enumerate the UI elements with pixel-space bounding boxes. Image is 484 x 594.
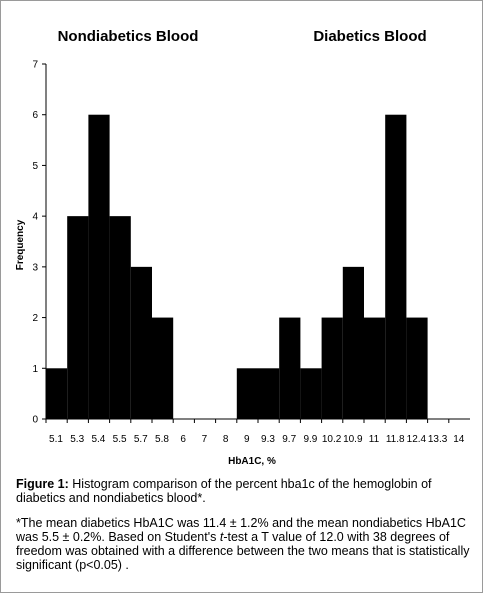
histogram-bar-9.3: [258, 368, 279, 419]
x-tick-label: 9: [244, 434, 250, 445]
histogram-bar-12.4: [406, 318, 427, 419]
x-tick-label: 5.8: [155, 434, 169, 445]
y-tick-label: 2: [32, 313, 38, 325]
x-tick-label: 14: [453, 434, 465, 445]
x-tick-label: 10.2: [321, 434, 342, 445]
figure-label: Figure 1:: [16, 477, 69, 491]
x-tick-label: 10.9: [343, 434, 363, 445]
x-tick-label: 5.1: [49, 434, 63, 445]
y-tick-label: 4: [32, 211, 38, 223]
x-tick-label: 5.3: [70, 434, 85, 445]
x-tick-label: 8: [222, 434, 229, 445]
bars-group: [46, 115, 428, 419]
x-axis-ticks: [46, 419, 465, 445]
footnote-text-1: *The mean diabetics HbA1C was 11.4 ± 1.2% and the mean nondiabetics HbA1C was 5.5 ± 0.2%. Based on Student's: [16, 516, 466, 544]
histogram-bar-5.8: [152, 318, 173, 419]
y-tick-label: 1: [32, 363, 38, 375]
histogram-bar-10.2: [322, 318, 343, 419]
histogram-bar-5.5: [110, 216, 131, 419]
x-tick-label: 5.7: [133, 434, 148, 445]
x-tick-label: 9.3: [261, 434, 275, 445]
x-axis-title: HbA1C, %: [228, 456, 276, 467]
histogram-bar-11.8: [385, 115, 406, 419]
panel-title-diabetics: Diabetics Blood: [313, 28, 427, 45]
histogram-bar-9.9: [300, 368, 321, 419]
figure-caption-text: Histogram comparison of the percent hba1c of the hemoglobin of diabetics and nondiabetics blood*.: [16, 477, 432, 505]
histogram-bar-9.7: [279, 318, 300, 419]
figure-footnote: [16, 516, 472, 572]
x-tick-label: 6: [180, 434, 186, 445]
figure-caption: [16, 477, 472, 505]
x-tick-label: 11: [368, 434, 380, 445]
panel-title-nondiabetics: Nondiabetics Blood: [57, 28, 199, 45]
histogram-bar-10.9: [343, 267, 364, 419]
histogram-bar-5.3: [67, 216, 88, 419]
y-tick-label: 0: [32, 414, 38, 426]
x-tick-label: 13.3: [427, 434, 448, 445]
x-tick-label: 12.4: [406, 434, 427, 445]
y-axis-ticks: [32, 60, 46, 426]
x-tick-label: 11.8: [385, 434, 405, 445]
footnote-italic-t: t: [219, 530, 224, 544]
histogram-bar-5.4: [88, 115, 109, 419]
x-tick-label: 5.5: [112, 434, 127, 445]
y-tick-label: 7: [32, 59, 38, 71]
x-tick-label: 9.9: [303, 434, 318, 445]
histogram-bar-11: [364, 318, 385, 419]
y-tick-label: 3: [32, 262, 38, 274]
y-axis-title: Frequency: [15, 219, 26, 271]
x-tick-label: 9.7: [282, 434, 297, 445]
y-tick-label: 5: [32, 160, 38, 172]
y-tick-label: 6: [32, 110, 38, 122]
footnote-text-2: -test a T value of 12.0 with 38 degrees of freedom was obtained with a difference between the two means that is statistically significant (p<0.05) .: [16, 530, 470, 572]
histogram-bar-9: [237, 368, 258, 419]
histogram-bar-5.1: [46, 368, 67, 419]
x-tick-label: 7: [201, 434, 208, 445]
x-tick-label: 5.4: [91, 434, 106, 445]
histogram-bar-5.7: [131, 267, 152, 419]
